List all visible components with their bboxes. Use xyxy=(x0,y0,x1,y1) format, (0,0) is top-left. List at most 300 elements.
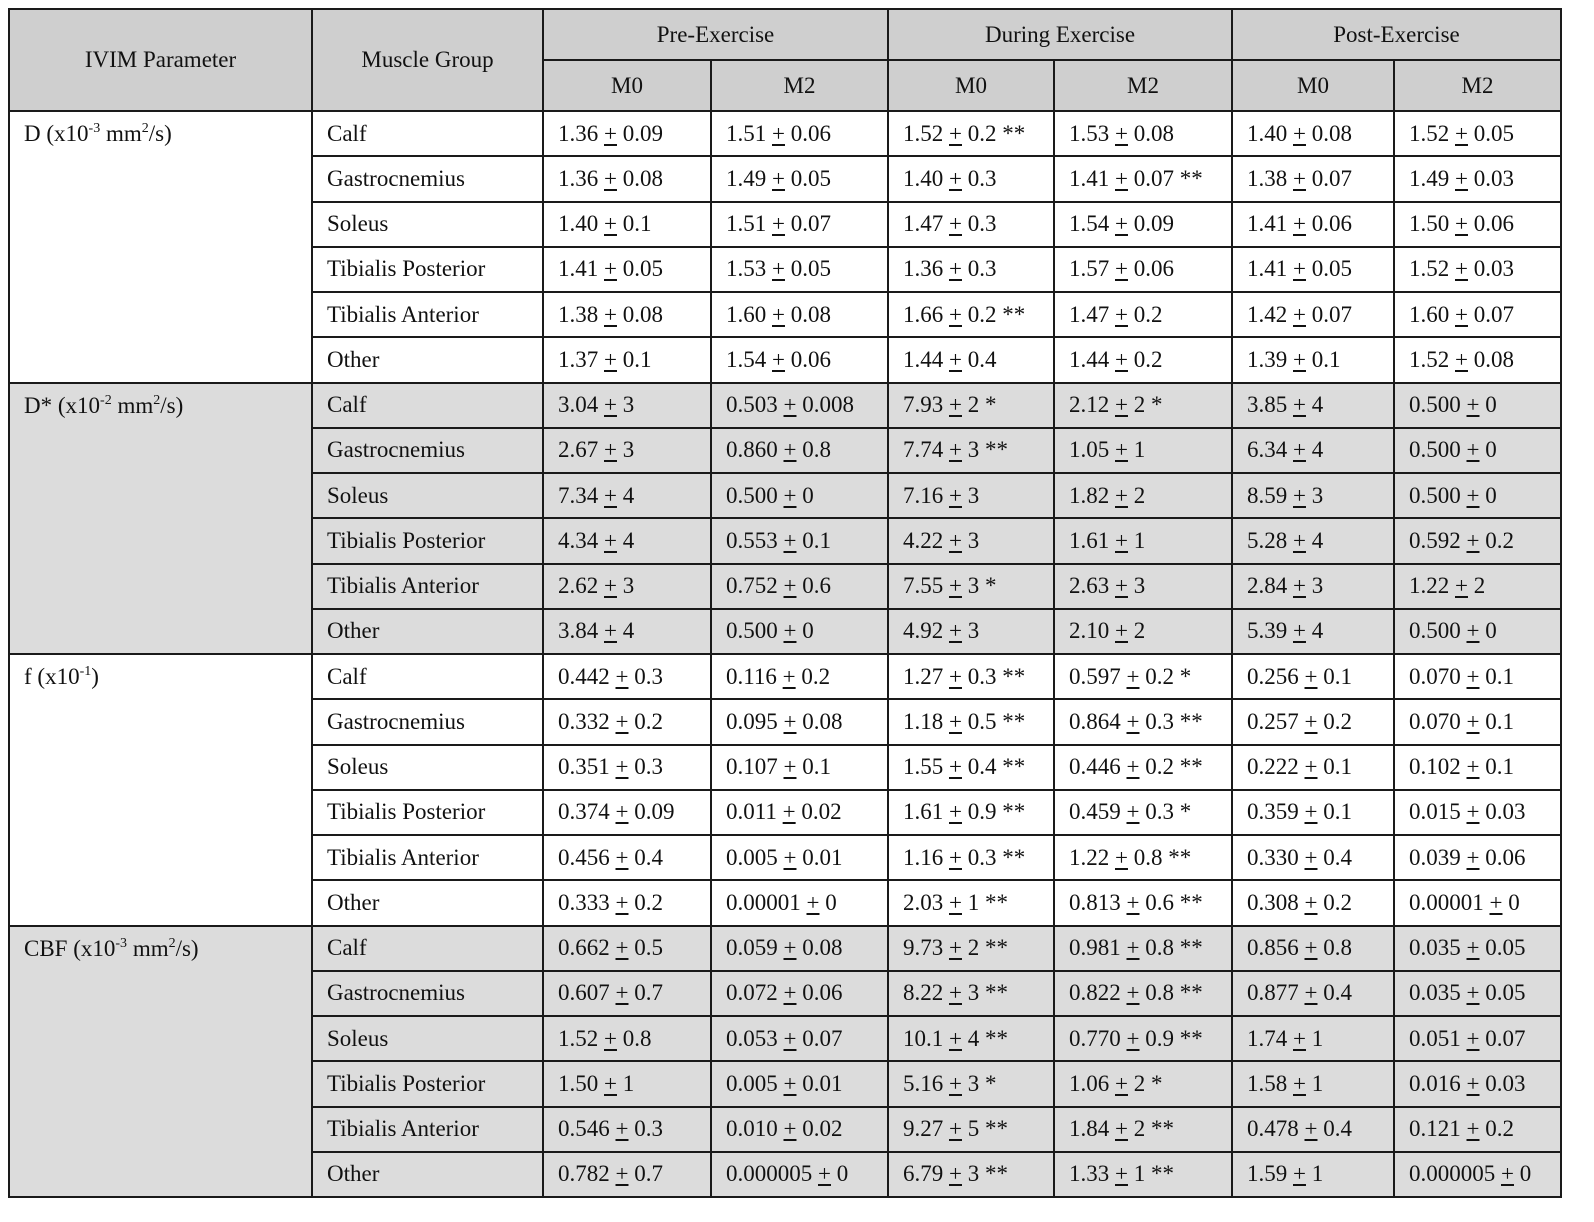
significance-marker: * xyxy=(984,1070,997,1096)
plus-minus-sign: + xyxy=(1466,482,1480,508)
parameter-cell xyxy=(9,926,312,971)
significance-marker: ** xyxy=(1002,844,1026,870)
mean-value: 1.41 xyxy=(1247,211,1288,237)
value-cell xyxy=(1394,835,1561,880)
value-cell xyxy=(1394,518,1561,563)
sd-value: 0.2 xyxy=(1323,889,1352,915)
mean-value: 0.035 xyxy=(1409,980,1461,1006)
plus-minus-sign: + xyxy=(1293,301,1306,327)
plus-minus-sign: + xyxy=(604,211,617,237)
plus-minus-sign: + xyxy=(949,663,962,689)
mean-value: 0.005 xyxy=(726,844,778,870)
mean-value: 2.62 xyxy=(558,573,599,599)
table-row xyxy=(9,247,1561,292)
sd-value: 0.2 xyxy=(1485,527,1514,553)
value-cell xyxy=(888,473,1054,518)
value-cell xyxy=(1394,1107,1561,1152)
plus-minus-sign: + xyxy=(1304,1116,1318,1142)
sd-value: 0.08 xyxy=(1311,120,1352,146)
sd-value: 1 xyxy=(1133,1161,1146,1187)
value-cell xyxy=(543,247,711,292)
table-row xyxy=(9,745,1561,790)
value-cell xyxy=(888,1107,1054,1152)
sd-value: 0.3 xyxy=(967,256,997,282)
sd-value: 0.1 xyxy=(1311,346,1341,372)
mean-value: 1.36 xyxy=(558,165,599,191)
sd-value: 0.1 xyxy=(1485,708,1514,734)
sd-value: 0.07 xyxy=(802,1025,843,1051)
mean-value: 1.54 xyxy=(1069,211,1110,237)
table-row xyxy=(9,156,1561,201)
mean-value: 3.04 xyxy=(558,392,599,418)
parameter-unit-suffix: /s) xyxy=(175,935,199,961)
sd-value: 3 xyxy=(1133,573,1146,599)
parameter-label: D* (x10 xyxy=(24,392,101,418)
significance-marker: * xyxy=(984,392,997,418)
sd-value: 0.4 xyxy=(1323,980,1352,1006)
value-cell xyxy=(1394,156,1561,201)
parameter-cell xyxy=(9,654,312,699)
mean-value: 0.981 xyxy=(1069,935,1121,961)
value-cell xyxy=(1394,111,1561,156)
value-cell xyxy=(888,1152,1054,1197)
parameter-cell xyxy=(9,564,312,609)
mean-value: 0.770 xyxy=(1069,1025,1121,1051)
significance-marker: ** xyxy=(1002,301,1026,327)
plus-minus-sign: + xyxy=(604,120,617,146)
value-cell xyxy=(1232,337,1394,382)
muscle-group-cell: Tibialis Anterior xyxy=(312,1107,543,1152)
sd-value: 4 xyxy=(1311,618,1324,644)
mean-value: 0.500 xyxy=(1409,392,1461,418)
value-cell xyxy=(1054,790,1232,835)
sd-value: 0.05 xyxy=(1485,980,1526,1006)
mean-value: 1.52 xyxy=(1409,120,1450,146)
value-cell xyxy=(888,1061,1054,1106)
sd-value: 0.3 xyxy=(967,165,997,191)
mean-value: 1.49 xyxy=(1409,165,1450,191)
sd-value: 1 xyxy=(1133,437,1146,463)
sd-value: 0.03 xyxy=(1485,1070,1526,1096)
plus-minus-sign: + xyxy=(1126,1025,1140,1051)
mean-value: 0.332 xyxy=(558,708,610,734)
sd-value: 2 xyxy=(1133,1116,1146,1142)
mean-value: 0.039 xyxy=(1409,844,1461,870)
value-cell xyxy=(1394,790,1561,835)
sd-value: 0.09 xyxy=(1133,211,1174,237)
value-cell xyxy=(1394,383,1561,428)
value-cell xyxy=(1232,473,1394,518)
plus-minus-sign: + xyxy=(1466,844,1480,870)
sd-value: 0.3 xyxy=(634,663,663,689)
sd-value: 0.05 xyxy=(622,256,663,282)
sd-value: 0.09 xyxy=(622,120,663,146)
plus-minus-sign: + xyxy=(1115,1116,1128,1142)
sd-value: 0.2 xyxy=(1485,1116,1514,1142)
mean-value: 0.000005 xyxy=(1409,1161,1496,1187)
sd-value: 0 xyxy=(1508,889,1520,915)
parameter-exponent: -3 xyxy=(88,121,101,137)
muscle-group-cell: Tibialis Anterior xyxy=(312,564,543,609)
value-cell xyxy=(1394,202,1561,247)
value-cell xyxy=(1232,1107,1394,1152)
value-cell xyxy=(1232,1061,1394,1106)
value-cell xyxy=(1054,880,1232,925)
mean-value: 0.359 xyxy=(1247,799,1299,825)
value-cell xyxy=(543,609,711,654)
value-cell xyxy=(1054,473,1232,518)
plus-minus-sign: + xyxy=(604,256,617,282)
mean-value: 0.500 xyxy=(726,482,778,508)
sd-value: 4 xyxy=(1311,437,1324,463)
value-cell xyxy=(711,1152,888,1197)
sd-value: 0.5 xyxy=(634,935,663,961)
mean-value: 0.592 xyxy=(1409,527,1461,553)
plus-minus-sign: + xyxy=(949,256,962,282)
sd-value: 2 xyxy=(1133,1070,1146,1096)
significance-marker: ** xyxy=(984,935,1008,961)
plus-minus-sign: + xyxy=(772,211,785,237)
plus-minus-sign: + xyxy=(1115,437,1128,463)
sd-value: 1 xyxy=(1133,527,1146,553)
sd-value: 0 xyxy=(802,482,814,508)
mean-value: 0.070 xyxy=(1409,663,1461,689)
plus-minus-sign: + xyxy=(1115,301,1128,327)
mean-value: 1.66 xyxy=(903,301,944,327)
value-cell xyxy=(1232,383,1394,428)
sd-value: 1 xyxy=(967,889,980,915)
mean-value: 0.860 xyxy=(726,437,778,463)
value-cell xyxy=(1232,518,1394,563)
parameter-cell xyxy=(9,383,312,428)
header-during-m2: M2 xyxy=(1054,60,1232,111)
plus-minus-sign: + xyxy=(949,980,962,1006)
mean-value: 0.877 xyxy=(1247,980,1299,1006)
plus-minus-sign: + xyxy=(1293,1070,1306,1096)
mean-value: 0.059 xyxy=(726,935,778,961)
mean-value: 1.74 xyxy=(1247,1025,1288,1051)
plus-minus-sign: + xyxy=(615,1161,629,1187)
plus-minus-sign: + xyxy=(783,437,797,463)
mean-value: 0.662 xyxy=(558,935,610,961)
muscle-group-cell: Tibialis Posterior xyxy=(312,790,543,835)
parameter-label: CBF (x10 xyxy=(24,935,116,961)
mean-value: 0.456 xyxy=(558,844,610,870)
plus-minus-sign: + xyxy=(1501,1161,1514,1187)
value-cell xyxy=(1232,428,1394,473)
plus-minus-sign: + xyxy=(949,437,962,463)
sd-value: 0.3 xyxy=(1145,708,1174,734)
plus-minus-sign: + xyxy=(1466,708,1480,734)
value-cell xyxy=(711,654,888,699)
plus-minus-sign: + xyxy=(1126,663,1140,689)
plus-minus-sign: + xyxy=(615,844,629,870)
value-cell xyxy=(711,202,888,247)
mean-value: 1.52 xyxy=(903,120,944,146)
mean-value: 0.782 xyxy=(558,1161,610,1187)
plus-minus-sign: + xyxy=(615,663,629,689)
table-row xyxy=(9,926,1561,971)
plus-minus-sign: + xyxy=(1293,1161,1306,1187)
sd-value: 0.08 xyxy=(1133,120,1174,146)
mean-value: 1.47 xyxy=(903,211,944,237)
plus-minus-sign: + xyxy=(1115,618,1128,644)
table-row xyxy=(9,1061,1561,1106)
value-cell xyxy=(1232,654,1394,699)
table-row xyxy=(9,473,1561,518)
muscle-group-cell: Gastrocnemius xyxy=(312,156,543,201)
mean-value: 4.92 xyxy=(903,618,944,644)
mean-value: 1.44 xyxy=(1069,346,1110,372)
plus-minus-sign: + xyxy=(949,120,962,146)
mean-value: 0.102 xyxy=(1409,754,1461,780)
value-cell xyxy=(1394,745,1561,790)
sd-value: 0.9 xyxy=(967,799,997,825)
mean-value: 7.16 xyxy=(903,482,944,508)
plus-minus-sign: + xyxy=(1115,392,1128,418)
plus-minus-sign: + xyxy=(1304,844,1318,870)
plus-minus-sign: + xyxy=(604,1025,617,1051)
value-cell xyxy=(543,156,711,201)
value-cell xyxy=(711,518,888,563)
sd-value: 4 xyxy=(622,618,635,644)
value-cell xyxy=(1054,835,1232,880)
plus-minus-sign: + xyxy=(1126,754,1140,780)
value-cell xyxy=(888,518,1054,563)
value-cell xyxy=(711,1016,888,1061)
parameter-exponent: -1 xyxy=(79,664,92,680)
value-cell xyxy=(888,971,1054,1016)
plus-minus-sign: + xyxy=(604,392,617,418)
sd-value: 0.07 xyxy=(1133,165,1174,191)
value-cell xyxy=(1054,247,1232,292)
sd-value: 0.05 xyxy=(1485,935,1526,961)
plus-minus-sign: + xyxy=(772,165,785,191)
plus-minus-sign: + xyxy=(1466,754,1480,780)
plus-minus-sign: + xyxy=(1126,889,1140,915)
mean-value: 1.50 xyxy=(1409,211,1450,237)
value-cell xyxy=(1054,111,1232,156)
plus-minus-sign: + xyxy=(1293,392,1306,418)
value-cell xyxy=(888,835,1054,880)
sd-value: 0.4 xyxy=(967,346,997,372)
mean-value: 0.011 xyxy=(726,799,777,825)
mean-value: 1.52 xyxy=(558,1025,599,1051)
value-cell xyxy=(1054,1016,1232,1061)
mean-value: 1.51 xyxy=(726,120,767,146)
sd-value: 0.1 xyxy=(1323,799,1352,825)
parameter-exponent: -3 xyxy=(115,935,128,951)
plus-minus-sign: + xyxy=(604,346,617,372)
plus-minus-sign: + xyxy=(1126,708,1140,734)
mean-value: 0.00001 xyxy=(1409,889,1484,915)
sd-value: 3 xyxy=(622,392,635,418)
parameter-cell xyxy=(9,971,312,1016)
mean-value: 7.93 xyxy=(903,392,944,418)
plus-minus-sign: + xyxy=(1293,482,1306,508)
significance-marker: ** xyxy=(984,1025,1008,1051)
mean-value: 2.12 xyxy=(1069,392,1110,418)
muscle-group-cell: Calf xyxy=(312,383,543,428)
table-row xyxy=(9,564,1561,609)
significance-marker: * xyxy=(984,573,997,599)
significance-marker: ** xyxy=(1179,935,1203,961)
plus-minus-sign: + xyxy=(772,346,785,372)
parameter-unit-exponent: 2 xyxy=(168,935,176,951)
value-cell xyxy=(1394,337,1561,382)
plus-minus-sign: + xyxy=(1293,527,1306,553)
value-cell xyxy=(1394,1016,1561,1061)
muscle-group-cell: Calf xyxy=(312,926,543,971)
muscle-group-cell: Other xyxy=(312,1152,543,1197)
mean-value: 2.63 xyxy=(1069,573,1110,599)
mean-value: 4.22 xyxy=(903,527,944,553)
parameter-cell xyxy=(9,699,312,744)
mean-value: 8.22 xyxy=(903,980,944,1006)
plus-minus-sign: + xyxy=(772,256,785,282)
mean-value: 1.06 xyxy=(1069,1070,1110,1096)
significance-marker: ** xyxy=(984,889,1008,915)
mean-value: 0.010 xyxy=(726,1116,778,1142)
plus-minus-sign: + xyxy=(615,1116,629,1142)
plus-minus-sign: + xyxy=(783,980,797,1006)
plus-minus-sign: + xyxy=(949,392,962,418)
mean-value: 0.00001 xyxy=(726,889,801,915)
plus-minus-sign: + xyxy=(604,301,617,327)
parameter-label: f (x10 xyxy=(24,664,80,690)
mean-value: 0.116 xyxy=(726,663,777,689)
sd-value: 0.06 xyxy=(790,346,831,372)
value-cell xyxy=(888,745,1054,790)
mean-value: 0.051 xyxy=(1409,1025,1461,1051)
mean-value: 1.51 xyxy=(726,211,767,237)
table-row xyxy=(9,1107,1561,1152)
muscle-group-cell: Tibialis Anterior xyxy=(312,292,543,337)
value-cell xyxy=(888,926,1054,971)
sd-value: 0.8 xyxy=(1145,935,1174,961)
value-cell xyxy=(543,654,711,699)
value-cell xyxy=(1394,1152,1561,1197)
table-row xyxy=(9,654,1561,699)
plus-minus-sign: + xyxy=(1466,618,1480,644)
plus-minus-sign: + xyxy=(1304,708,1318,734)
plus-minus-sign: + xyxy=(783,573,797,599)
sd-value: 3 xyxy=(967,437,980,463)
header-muscle-group: Muscle Group xyxy=(312,9,543,111)
plus-minus-sign: + xyxy=(1115,120,1128,146)
sd-value: 0.4 xyxy=(634,844,663,870)
plus-minus-sign: + xyxy=(1466,527,1480,553)
plus-minus-sign: + xyxy=(783,708,797,734)
value-cell xyxy=(711,745,888,790)
value-cell xyxy=(1394,473,1561,518)
sd-value: 0 xyxy=(1485,482,1497,508)
mean-value: 1.53 xyxy=(726,256,767,282)
plus-minus-sign: + xyxy=(615,708,629,734)
muscle-group-cell: Calf xyxy=(312,111,543,156)
muscle-group-cell: Soleus xyxy=(312,745,543,790)
sd-value: 3 xyxy=(967,1161,980,1187)
sd-value: 0.1 xyxy=(1323,663,1352,689)
mean-value: 1.42 xyxy=(1247,301,1288,327)
value-cell xyxy=(1232,1152,1394,1197)
table-row xyxy=(9,111,1561,156)
mean-value: 1.41 xyxy=(558,256,599,282)
sd-value: 0 xyxy=(1485,618,1497,644)
parameter-cell xyxy=(9,1107,312,1152)
value-cell xyxy=(543,292,711,337)
sd-value: 2 xyxy=(1133,618,1146,644)
sd-value: 3 xyxy=(622,573,635,599)
value-cell xyxy=(711,473,888,518)
sd-value: 1 xyxy=(622,1070,635,1096)
value-cell xyxy=(888,111,1054,156)
value-cell xyxy=(1232,564,1394,609)
value-cell xyxy=(711,156,888,201)
mean-value: 10.1 xyxy=(903,1025,944,1051)
table-row xyxy=(9,337,1561,382)
sd-value: 0.2 xyxy=(967,120,997,146)
value-cell xyxy=(1232,835,1394,880)
sd-value: 0.02 xyxy=(801,799,842,825)
value-cell xyxy=(1232,247,1394,292)
plus-minus-sign: + xyxy=(1115,844,1128,870)
plus-minus-sign: + xyxy=(1466,437,1480,463)
plus-minus-sign: + xyxy=(1466,799,1480,825)
mean-value: 0.500 xyxy=(726,618,778,644)
sd-value: 0.07 xyxy=(1311,301,1352,327)
sd-value: 0.07 xyxy=(790,211,831,237)
mean-value: 0.500 xyxy=(1409,437,1461,463)
plus-minus-sign: + xyxy=(615,980,629,1006)
plus-minus-sign: + xyxy=(772,120,785,146)
sd-value: 0.02 xyxy=(802,1116,843,1142)
muscle-group-cell: Gastrocnemius xyxy=(312,428,543,473)
value-cell xyxy=(543,1016,711,1061)
value-cell xyxy=(543,202,711,247)
sd-value: 0.2 xyxy=(1145,754,1174,780)
sd-value: 0.07 xyxy=(1473,301,1514,327)
plus-minus-sign: + xyxy=(1489,889,1503,915)
sd-value: 3 xyxy=(967,573,980,599)
mean-value: 9.73 xyxy=(903,935,944,961)
plus-minus-sign: + xyxy=(1115,482,1128,508)
sd-value: 2 xyxy=(967,392,980,418)
value-cell xyxy=(888,202,1054,247)
mean-value: 1.59 xyxy=(1247,1161,1288,1187)
mean-value: 1.22 xyxy=(1069,844,1110,870)
table-row xyxy=(9,1152,1561,1197)
parameter-unit: mm xyxy=(127,935,169,961)
plus-minus-sign: + xyxy=(1293,618,1306,644)
sd-value: 0.08 xyxy=(1473,346,1514,372)
value-cell xyxy=(888,428,1054,473)
plus-minus-sign: + xyxy=(1126,980,1140,1006)
sd-value: 0.2 xyxy=(967,301,997,327)
plus-minus-sign: + xyxy=(949,935,962,961)
mean-value: 0.005 xyxy=(726,1070,778,1096)
sd-value: 0.1 xyxy=(1323,754,1352,780)
plus-minus-sign: + xyxy=(1115,1161,1128,1187)
sd-value: 0 xyxy=(802,618,814,644)
significance-marker: ** xyxy=(1179,1025,1203,1051)
table-row xyxy=(9,1016,1561,1061)
parameter-unit-exponent: 2 xyxy=(141,121,149,137)
table-row xyxy=(9,835,1561,880)
value-cell xyxy=(888,383,1054,428)
muscle-group-cell: Tibialis Posterior xyxy=(312,518,543,563)
mean-value: 4.34 xyxy=(558,527,599,553)
